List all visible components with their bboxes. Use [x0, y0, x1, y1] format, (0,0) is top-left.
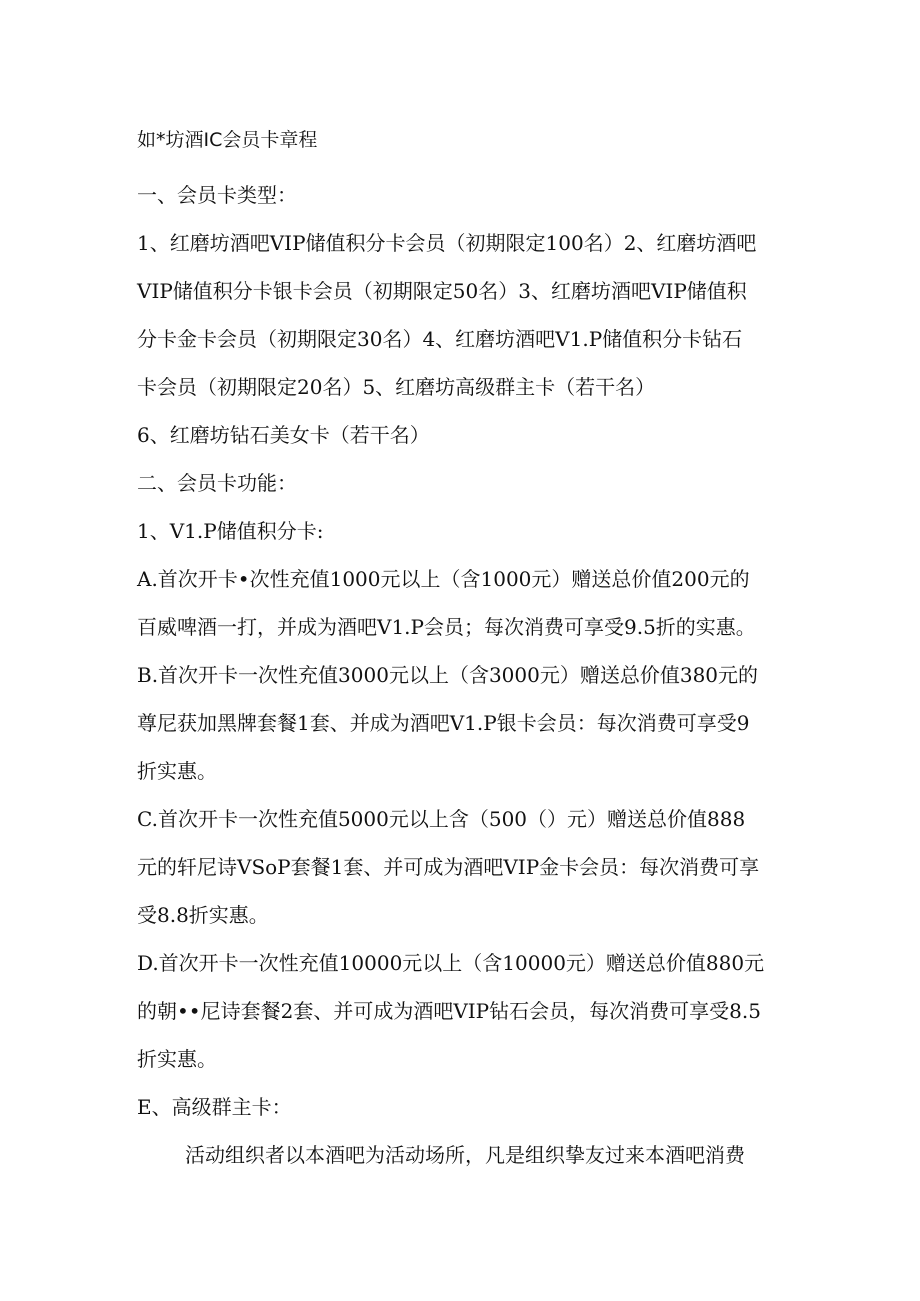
- paragraph-line: 1、红磨坊酒吧VIP储值积分卡会员（初期限定100名）2、红磨坊酒吧: [137, 231, 757, 255]
- document-body: [137, 171, 797, 1179]
- paragraph-line: 折实惠。: [137, 759, 217, 783]
- subsection-heading: E、高级群主卡：: [137, 1095, 292, 1119]
- paragraph-line: 分卡金卡会员（初期限定30名）4、红磨坊酒吧V1.P储值积分卡钻石: [137, 327, 743, 351]
- subsection-heading: 1、V1.P储值积分卡:: [137, 519, 324, 543]
- paragraph-line: 元的轩尼诗VSoP套餐1套、并可成为酒吧VIP金卡会员：每次消费可享: [137, 855, 760, 879]
- paragraph-line: 6、红磨坊钻石美女卡（若干名）: [137, 423, 430, 447]
- paragraph-line: 受8.8折实惠。: [137, 903, 269, 927]
- paragraph-line: 活动组织者以本酒吧为活动场所，凡是组织挚友过来本酒吧消费: [185, 1143, 745, 1167]
- paragraph-line: 卡会员（初期限定20名）5、红磨坊高级群主卡（若干名）: [137, 375, 656, 399]
- paragraph-line: 尊尼获加黑牌套餐1套、并成为酒吧V1.P银卡会员：每次消费可享受9: [137, 711, 750, 735]
- paragraph-line: A.首次开卡•次性充值1000元以上（含1000元）赠送总价值200元的: [137, 567, 750, 591]
- paragraph-line: 折实惠。: [137, 1047, 217, 1071]
- document-title: 如*坊酒IC会员卡章程: [137, 129, 318, 151]
- paragraph-line: B.首次开卡一次性充值3000元以上（含3000元）赠送总价值380元的: [137, 663, 759, 687]
- paragraph-line: C.首次开卡一次性充值5000元以上含（500（）元）赠送总价值888: [137, 807, 746, 831]
- section-heading-card-types: 一、会员卡类型：: [137, 183, 297, 207]
- paragraph-line: 百威啤酒一打，并成为酒吧V1.P会员；每次消费可享受9.5折的实惠。: [137, 615, 756, 639]
- paragraph-line: D.首次开卡一次性充值10000元以上（含10000元）赠送总价值880元: [137, 951, 765, 975]
- section-heading-card-functions: 二、会员卡功能：: [137, 471, 297, 495]
- paragraph-line: VIP储值积分卡银卡会员（初期限定50名）3、红磨坊酒吧VIP储值积: [137, 279, 747, 303]
- paragraph-line: 的朝••尼诗套餐2套、并可成为酒吧VIP钻石会员，每次消费可享受8.5: [137, 999, 761, 1023]
